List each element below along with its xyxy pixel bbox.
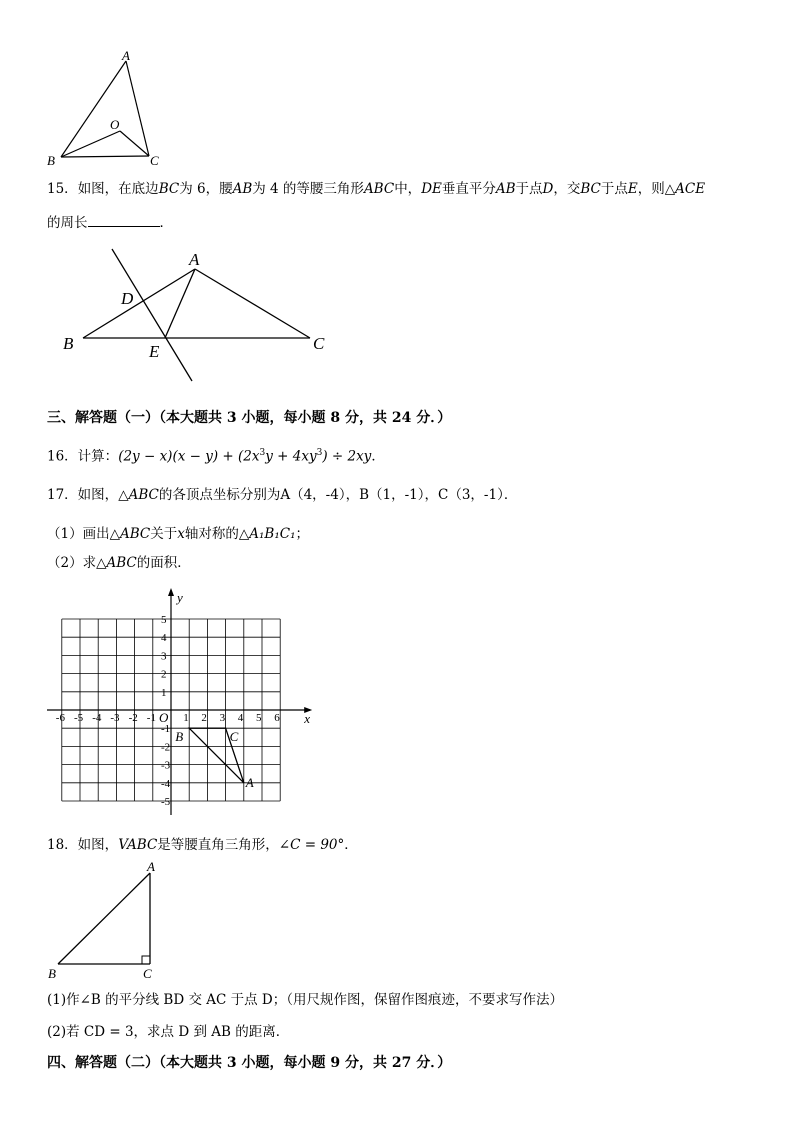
x-tick-label: 2	[201, 712, 207, 724]
q15-line-de	[112, 249, 192, 381]
q17-coordinate-grid	[45, 588, 335, 818]
section3-title: 三、解答题（一）（本大题共 3 小题，每小题 8 分，共 24 分．）	[47, 410, 452, 426]
y-tick-label: 2	[161, 668, 167, 681]
x-tick-label: -4	[92, 712, 102, 724]
q14-figure	[40, 45, 180, 170]
q15-edge-ab	[83, 269, 195, 338]
q16-line: 16．计算：$(2y - x)(x - y) + (2x^3y + 4xy^3) \div 2xy$．	[47, 448, 385, 465]
q17-sub1: （1）画出△ABC关于x轴对称的△A₁B₁C₁；	[47, 526, 309, 542]
x-tick-label: 6	[274, 712, 280, 724]
q15-line2: 的周长 ．	[47, 212, 173, 233]
y-tick-label: 1	[161, 686, 167, 699]
q18-line1: 18．如图，VABC是等腰直角三角形，∠C = 90°．	[47, 837, 358, 853]
q15-label-e: E	[149, 342, 160, 361]
q15-label-a: A	[189, 250, 200, 269]
y-axis-arrow	[168, 588, 174, 596]
q18-right-angle-mark	[142, 956, 150, 964]
x-axis-label: x	[304, 711, 310, 726]
q18-edge-ab	[58, 873, 150, 964]
q14-label-o: O	[110, 117, 120, 132]
x-tick-label: -6	[55, 712, 65, 724]
q17-sub2: （2）求△ABC的面积．	[47, 555, 191, 571]
q18-figure	[40, 858, 170, 983]
x-tick-label: -5	[74, 712, 84, 724]
q15-line1: 15．如图，在底边BC为 6，腰AB为 4 的等腰三角形ABC中，DE垂直平分AB于点D，交BC于点E，则△ACE	[47, 181, 706, 197]
q14-label-c: C	[150, 153, 159, 168]
y-tick-label: 5	[161, 614, 167, 626]
x-tick-label: -1	[146, 712, 156, 724]
q14-label-a: A	[122, 48, 130, 63]
y-tick-label: -2	[161, 741, 171, 754]
y-tick-label: -4	[161, 777, 171, 790]
q18-label-b: B	[48, 966, 56, 981]
x-tick-label: 5	[256, 712, 262, 724]
q14-edge-ac	[126, 61, 149, 156]
x-tick-label: 1	[183, 712, 189, 724]
q15-figure	[55, 240, 345, 385]
q15-label-b: B	[63, 334, 74, 353]
q15-edge-ae	[165, 269, 195, 338]
q15-label-d: D	[121, 289, 134, 308]
q15-edge-ac	[195, 269, 310, 338]
axes	[47, 588, 312, 815]
q14-edge-oc	[120, 131, 149, 156]
section4-title: 四、解答题（二）（本大题共 3 小题，每小题 9 分，共 27 分．）	[47, 1055, 452, 1071]
q18-label-c: C	[143, 966, 152, 981]
y-tick-label: -5	[161, 796, 171, 808]
point-label-c: C	[229, 729, 239, 745]
point-label-a: A	[245, 774, 254, 790]
point-label-b: B	[175, 729, 184, 745]
y-tick-label: 3	[161, 650, 167, 663]
q15-answer-blank[interactable]	[88, 212, 160, 227]
q18-label-a: A	[147, 859, 155, 874]
q17-line1: 17．如图，△ABC的各顶点坐标分别为A（4，-4），B（1，-1），C（3，-1）．	[47, 487, 518, 503]
q18-sub2: (2)若 CD = 3，求点 D 到 AB 的距离．	[47, 1024, 290, 1040]
y-tick-label: -3	[161, 759, 171, 772]
q15-label-c: C	[313, 334, 325, 353]
q14-label-b: B	[47, 153, 55, 168]
q14-edge-bc	[61, 156, 149, 157]
y-axis-label: y	[177, 590, 183, 605]
origin-label: O	[159, 710, 169, 725]
x-tick-label: 3	[219, 712, 226, 724]
x-tick-label: -2	[128, 712, 138, 724]
q18-sub1: (1)作∠B 的平分线 BD 交 AC 于点 D；（用尺规作图，保留作图痕迹，不要求写作法）	[47, 992, 563, 1008]
y-tick-label: -1	[161, 723, 171, 736]
x-tick-label: 4	[237, 712, 244, 724]
y-tick-label: 4	[161, 632, 167, 645]
x-tick-label: -3	[110, 712, 120, 724]
